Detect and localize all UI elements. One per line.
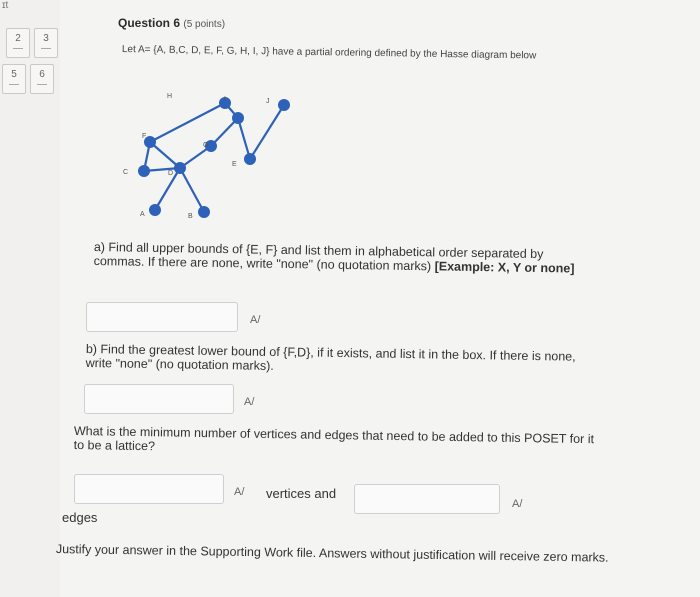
hasse-node-c [138,165,150,177]
question-prompt: Let A= {A, B,C, D, E, F, G, H, I, J} have a partial ordering defined by the Hasse diagram below [121,44,537,62]
hasse-diagram [110,82,370,222]
hasse-node-e [244,153,256,165]
spellcheck-icon[interactable]: A/ [234,486,245,498]
part-b-answer-input[interactable] [84,384,234,414]
hasse-label-c: C [123,169,129,176]
hasse-label-b: B [188,213,193,220]
part-a-example: [Example: X, Y or none] [434,259,575,276]
question-points: (5 points) [183,19,226,30]
hasse-label-d: D [168,170,174,177]
part-a-answer-input[interactable] [86,302,238,332]
question-content [55,0,700,597]
vertices-and-label: vertices and [266,486,337,501]
spellcheck-icon[interactable]: A/ [244,396,255,408]
hasse-node-b [198,206,210,218]
part-b-text: b) Find the greatest lower bound of {F,D}, if it exists, and list it in the box. If there is none, write "none" (no quotation marks). [85,342,576,373]
hasse-label-a: A [140,211,145,218]
edges-label: edges [62,510,98,525]
question-nav-3[interactable]: 3 [34,28,58,58]
part-c-text: What is the minimum number of vertices and edges that need to be added to this POSET for it to be a lattice? [73,424,595,454]
question-nav-6[interactable]: 6 [30,64,54,94]
hasse-node-d [174,162,186,174]
topbar-label: ɪt [2,0,9,11]
hasse-label-e: E [232,161,237,168]
hasse-label-f: F [142,133,147,140]
question-nav-5[interactable]: 5 [2,64,26,94]
hasse-label-g: G [203,142,209,149]
hasse-node-i [232,112,244,124]
justify-instruction: Justify your answer in the Supporting Work file. Answers without justification will receive zero marks. [55,542,609,565]
edges-answer-input[interactable] [354,484,500,514]
hasse-label-i: I [224,96,226,103]
question-nav-2[interactable]: 2 [6,28,30,58]
vertices-answer-input[interactable] [74,474,224,504]
hasse-node-j [278,99,290,111]
hasse-label-j: J [266,98,270,105]
spellcheck-icon[interactable]: A/ [250,314,261,326]
hasse-label-h: H [167,93,173,100]
question-title: Question 6 (5 points) [118,16,226,30]
hasse-node-a [149,204,161,216]
part-a-text: a) Find all upper bounds of {E, F} and list them in alphabetical order separated by commas. If there are none, write "none" (no quotation marks) [Example: X, Y or none] [93,240,575,276]
spellcheck-icon[interactable]: A/ [512,498,523,510]
